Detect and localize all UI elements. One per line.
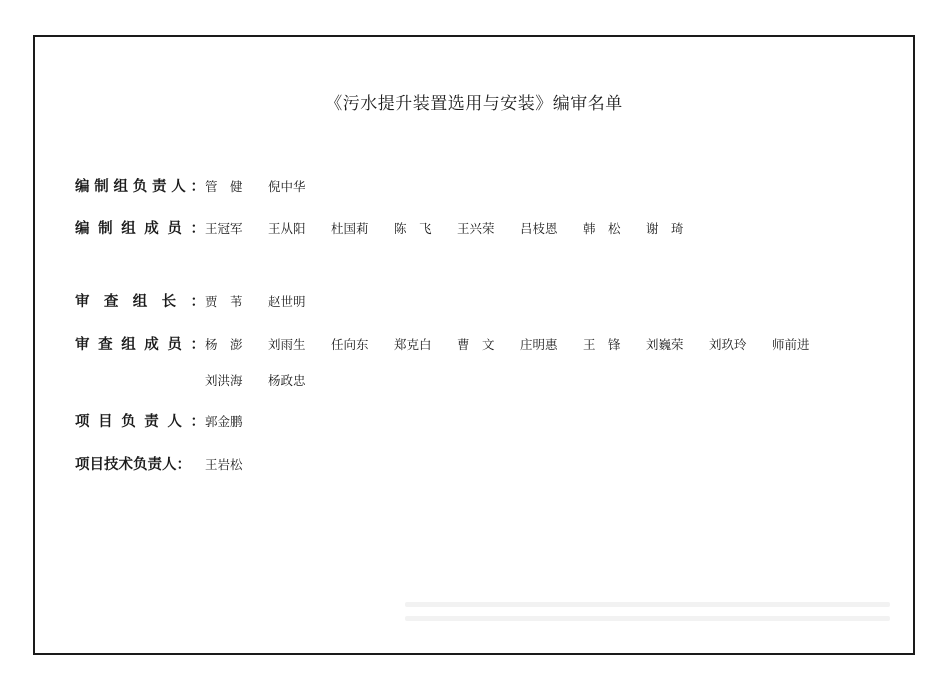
name-list	[205, 292, 331, 310]
name-list	[205, 219, 709, 237]
person-name: 杨 澎	[205, 337, 243, 352]
person-name: 刘玖玲	[709, 337, 747, 352]
person-name: 郑克白	[394, 337, 432, 352]
name-list	[205, 371, 331, 389]
row-label: 项 目 负 责 人 ：	[75, 414, 205, 430]
row-label: 编 制 组 成 员 ：	[75, 221, 205, 237]
name-list	[205, 177, 331, 195]
name-list	[205, 455, 268, 473]
person-name: 管 健	[205, 179, 243, 194]
row-project-lead	[75, 410, 268, 431]
person-name: 王 锋	[583, 337, 621, 352]
name-list	[205, 412, 268, 430]
person-name: 贾 苇	[205, 294, 243, 309]
person-name: 韩 松	[583, 221, 621, 236]
row-review-lead	[75, 290, 331, 311]
person-name: 杨政忠	[268, 373, 306, 388]
row-tech-lead	[75, 453, 268, 474]
person-name: 赵世明	[268, 294, 306, 309]
row-compile-members	[75, 217, 709, 238]
faint-bleed-through	[405, 602, 890, 636]
row-label: 编 制 组 负 责 人 ：	[75, 179, 205, 195]
person-name: 曹 文	[457, 337, 495, 352]
person-name: 刘洪海	[205, 373, 243, 388]
person-name: 倪中华	[268, 179, 306, 194]
row-compile-lead	[75, 175, 331, 196]
row-label: 项 目 技 术 负 责 人 ：	[75, 457, 191, 473]
person-name: 郭金鹏	[205, 414, 243, 429]
person-name: 师前进	[772, 337, 810, 352]
person-name: 王兴荣	[457, 221, 495, 236]
row-review-members	[75, 333, 835, 354]
page-title: 《污水提升装置选用与安装》编审名单	[325, 94, 623, 114]
person-name: 刘雨生	[268, 337, 306, 352]
page-border	[33, 35, 915, 655]
person-name: 王冠军	[205, 221, 243, 236]
person-name: 陈 飞	[394, 221, 432, 236]
row-review-members-continued	[205, 371, 331, 389]
person-name: 刘巍荣	[646, 337, 684, 352]
faint-line	[405, 616, 890, 621]
person-name: 吕枝恩	[520, 221, 558, 236]
person-name: 谢 琦	[646, 221, 684, 236]
person-name: 王岩松	[205, 457, 243, 472]
person-name: 任向东	[331, 337, 369, 352]
person-name: 王从阳	[268, 221, 306, 236]
row-label: 审 查 组 成 员 ：	[75, 337, 205, 353]
name-list	[205, 335, 835, 353]
row-label: 审 查 组 长 ：	[75, 294, 205, 310]
faint-line	[405, 602, 890, 607]
person-name: 庄明惠	[520, 337, 558, 352]
person-name: 杜国莉	[331, 221, 369, 236]
